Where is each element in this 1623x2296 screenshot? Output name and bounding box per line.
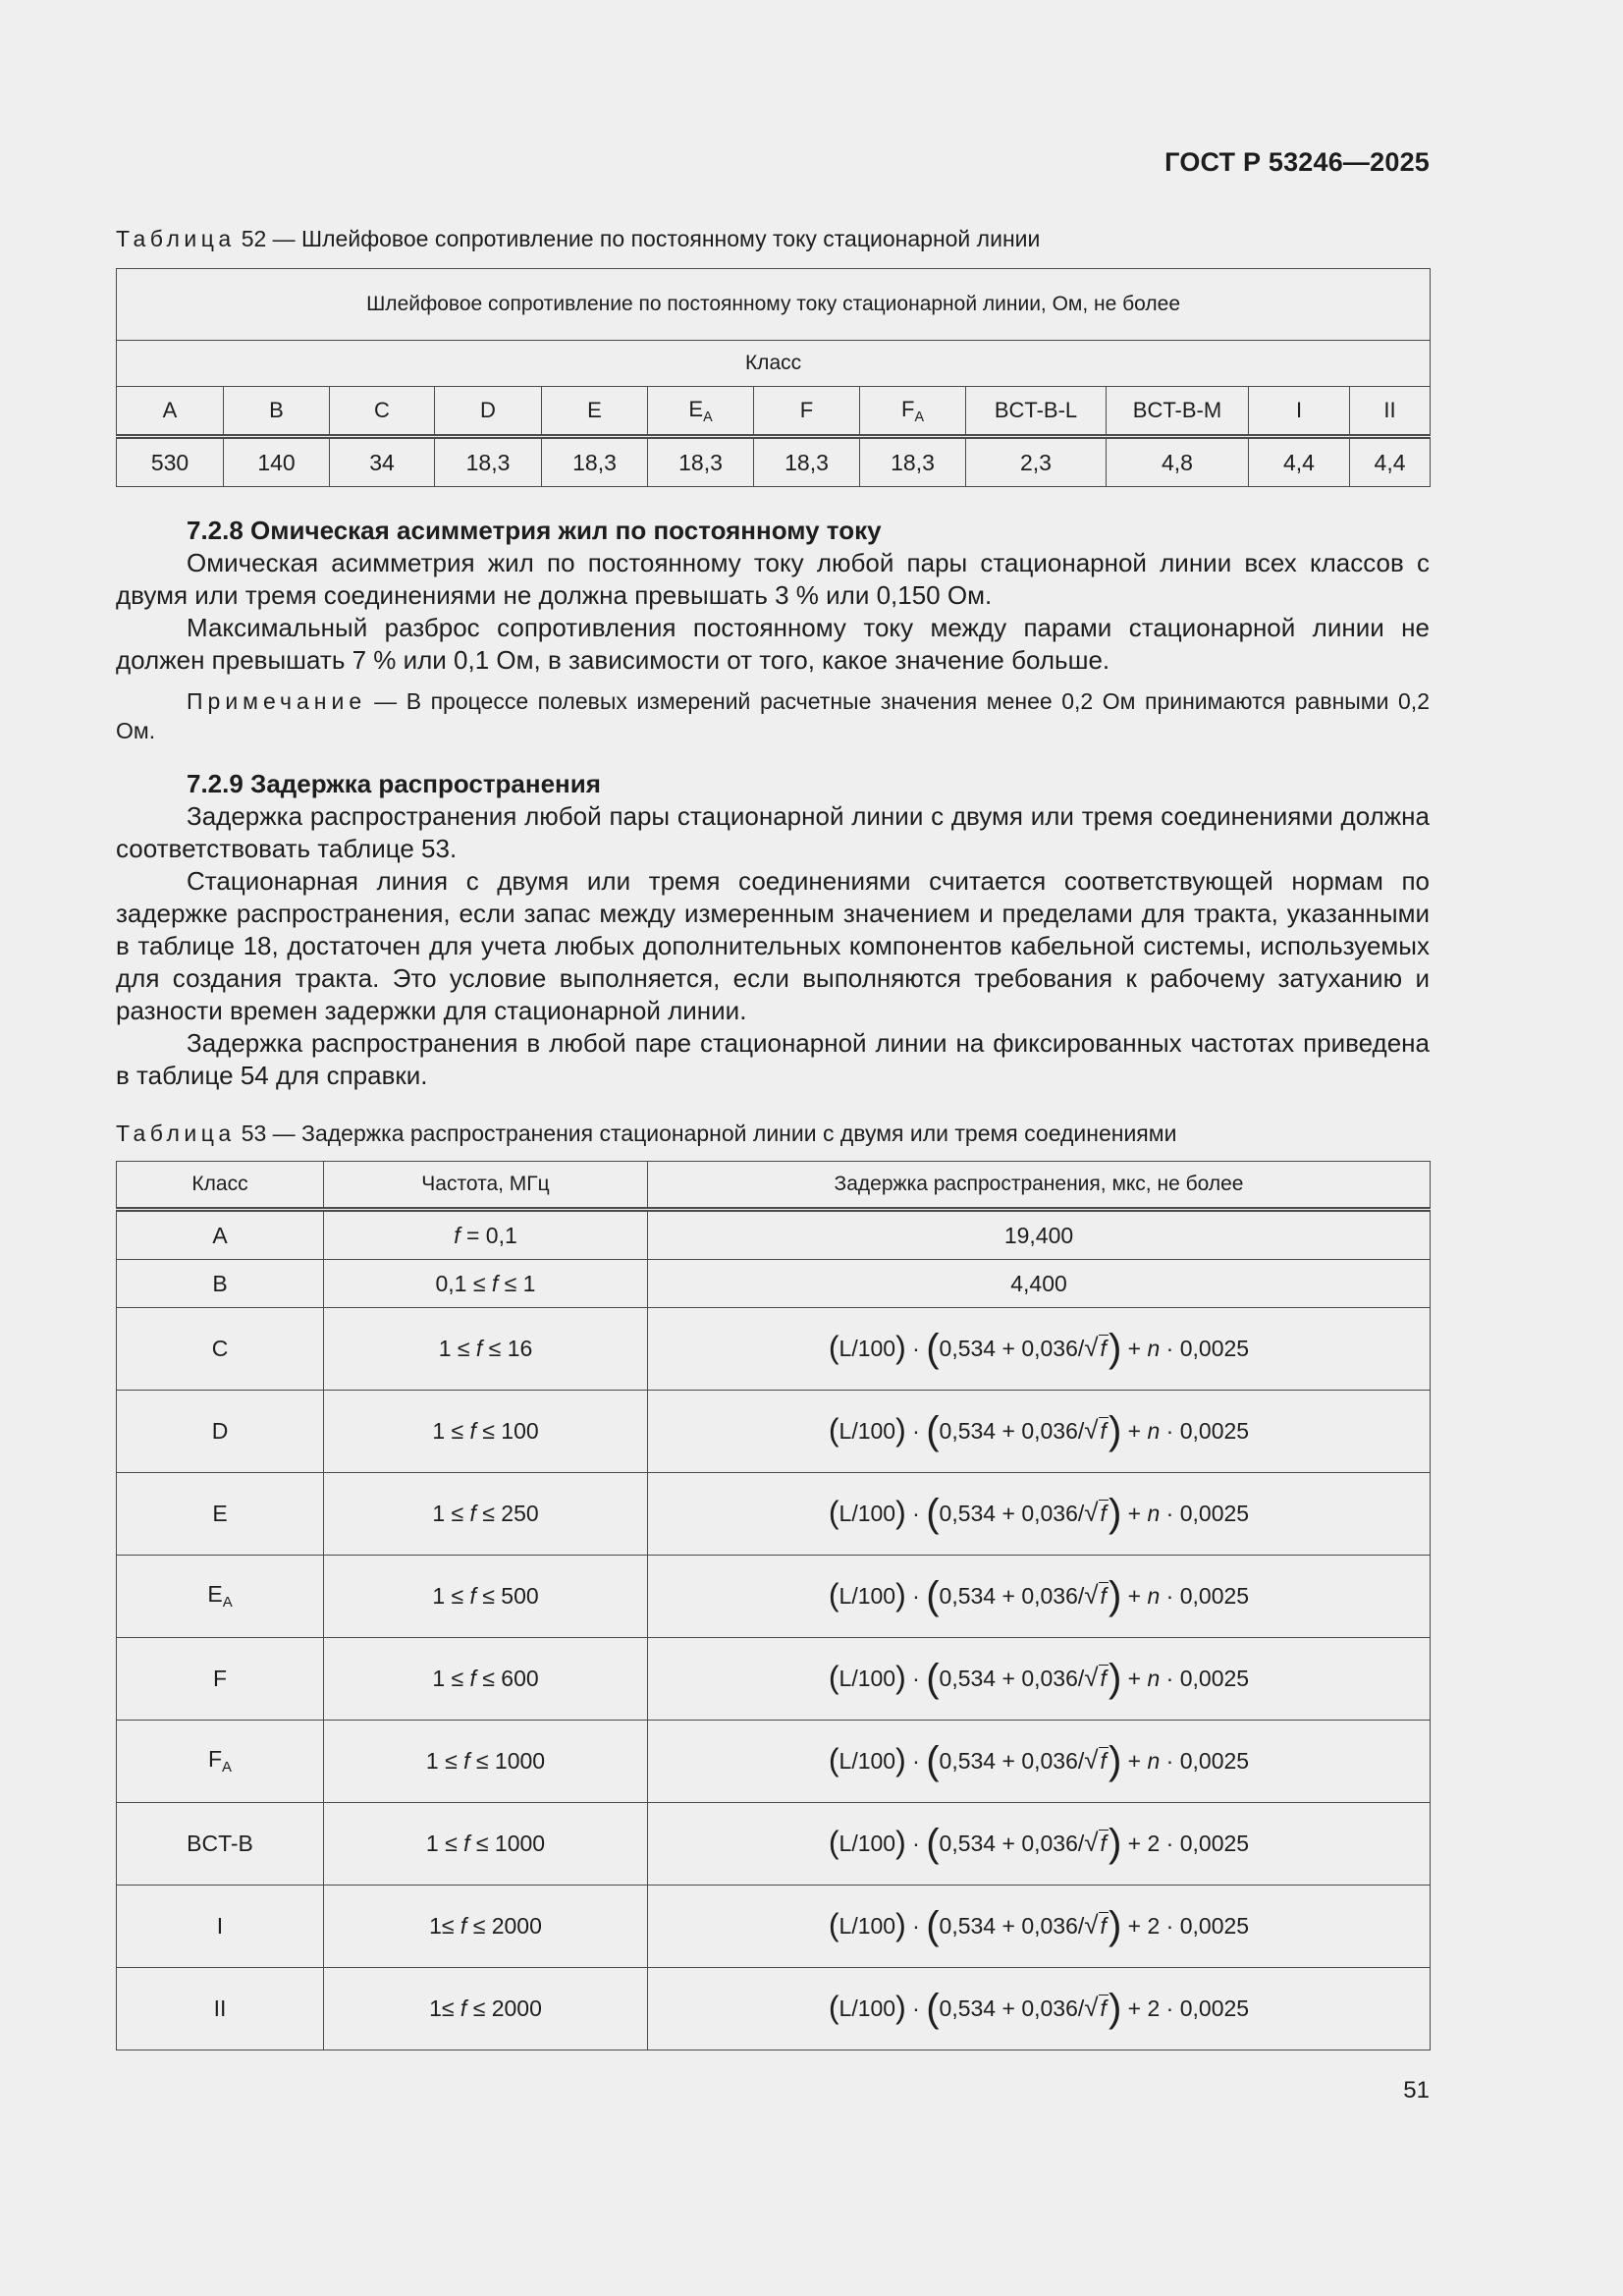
class-cell [117, 1391, 324, 1473]
delay-formula: (L/100) · (0,534 + 0,036/√f) + 2 · 0,0025 [828, 1904, 1250, 1947]
table53-body [117, 1210, 1431, 2050]
table-row [117, 1308, 1431, 1391]
class-letter: F [212, 1666, 228, 1691]
freq-pre: 1 ≤ [432, 1418, 470, 1444]
table53-caption [116, 1121, 1176, 1147]
delay-formula: (L/100) · (0,534 + 0,036/√f) + n · 0,0025 [828, 1574, 1250, 1617]
freq-var: f [469, 1666, 476, 1691]
table-row [117, 1210, 1431, 1260]
formula-tail: 0,0025 [1179, 1418, 1250, 1444]
freq-pre: 1 ≤ [438, 1336, 476, 1361]
freq-var: f [463, 1831, 470, 1856]
freq-pre: 0,1 ≤ [435, 1270, 492, 1296]
table-row [117, 1556, 1431, 1638]
formula-var: f [1100, 1831, 1107, 1856]
freq-post: = 0,1 [460, 1222, 517, 1248]
frequency-cell [324, 1968, 648, 2050]
table-row [117, 1803, 1431, 1886]
paragraph: Максимальный разброс сопротивления постоянному току между парами стационарной линии не должен превышать 7 % или 0,1 Ом, в зависимости от того, какое значение больше. [116, 613, 1430, 675]
table52-col: F [754, 387, 860, 437]
table52-value: 18,3 [435, 437, 542, 487]
note-label: Примечание [187, 688, 367, 714]
table-row [117, 1886, 1431, 1968]
table-row [117, 1721, 1431, 1803]
table-row [117, 1473, 1431, 1556]
class-letter: D [211, 1418, 229, 1444]
formula-lead: L/100 [839, 1336, 896, 1361]
table52-col: E [542, 387, 648, 437]
freq-pre: 1 ≤ [425, 1748, 464, 1774]
formula-lead: L/100 [839, 1748, 896, 1774]
formula-mid: 0,534 + 0,036/ [939, 1336, 1085, 1361]
table52-col: A [117, 387, 224, 437]
table52-caption [116, 226, 1040, 252]
formula-var: f [1100, 1501, 1107, 1526]
table-row [117, 1391, 1431, 1473]
freq-post: ≤ 600 [475, 1666, 539, 1691]
table52-value: 18,3 [754, 437, 860, 487]
formula-lead: L/100 [839, 1666, 896, 1691]
table53-header-row [117, 1162, 1431, 1210]
frequency-cell [324, 1556, 648, 1638]
formula-mid: 0,534 + 0,036/ [939, 1501, 1085, 1526]
delay-value: 19,400 [1003, 1222, 1074, 1248]
formula-mid: 0,534 + 0,036/ [939, 1831, 1085, 1856]
table52-value: 18,3 [542, 437, 648, 487]
class-letter: B [212, 1270, 228, 1296]
formula-tail: 0,0025 [1179, 1748, 1250, 1774]
freq-pre: 1≤ [429, 1913, 460, 1939]
formula-tail: 0,0025 [1179, 1336, 1250, 1361]
table53-col-delay: Задержка распространения, мкс, не более [648, 1162, 1431, 1210]
col-subscript: A [914, 409, 924, 425]
delay-cell [648, 1391, 1431, 1473]
freq-post: ≤ 500 [475, 1583, 539, 1609]
page-number: 51 [1403, 2077, 1430, 2104]
delay-formula: (L/100) · (0,534 + 0,036/√f) + n · 0,0025 [828, 1657, 1250, 1700]
freq-var: f [469, 1418, 476, 1444]
freq-var: f [463, 1748, 470, 1774]
delay-cell [648, 1473, 1431, 1556]
table52-class-label: Класс [117, 341, 1431, 387]
section-7-2-8-title: 7.2.8 Омическая асимметрия жил по постоянному току [187, 516, 882, 545]
formula-lead: L/100 [839, 1995, 896, 2021]
formula-mid: 0,534 + 0,036/ [939, 1666, 1085, 1691]
class-subscript: A [222, 1759, 233, 1777]
delay-cell [648, 1260, 1431, 1308]
freq-post: ≤ 1000 [469, 1831, 546, 1856]
class-letter: A [212, 1222, 228, 1248]
class-cell [117, 1308, 324, 1391]
formula-n: n [1147, 1418, 1161, 1444]
class-subscript: A [222, 1594, 233, 1612]
class-cell [117, 1968, 324, 2050]
delay-cell [648, 1803, 1431, 1886]
formula-tail: 0,0025 [1179, 1995, 1250, 2021]
class-cell [117, 1260, 324, 1308]
class-cell [117, 1803, 324, 1886]
frequency-cell [324, 1210, 648, 1260]
formula-lead: L/100 [839, 1501, 896, 1526]
table52-value: 4,4 [1350, 437, 1431, 487]
class-cell [117, 1210, 324, 1260]
col-letter: E [688, 396, 704, 421]
freq-post: ≤ 250 [475, 1501, 539, 1526]
table52-col [860, 387, 966, 437]
delay-cell [648, 1210, 1431, 1260]
table52-value: 140 [224, 437, 330, 487]
document-id: ГОСТ Р 53246—2025 [1164, 147, 1430, 177]
freq-pre: 1 ≤ [432, 1501, 470, 1526]
frequency-cell [324, 1473, 648, 1556]
paragraph: Стационарная линия с двумя или тремя соединениями считается соответствующей нормам по задержке распространения, если запас между измеренным значением и пределами для тракта, указанными в таблице 18, достаточен для учета любых дополнительных компонентов кабельной системы, используемых для создания тракта. Это условие выполняется, если выполняются требования к рабочему затуханию и разности времен задержки для стационарной линии. [116, 866, 1430, 1025]
formula-tail: 0,0025 [1179, 1666, 1250, 1691]
table53-caption-prefix: Таблица [116, 1121, 236, 1146]
freq-var: f [460, 1913, 467, 1939]
table52-value: 34 [330, 437, 435, 487]
col-subscript: A [703, 409, 713, 425]
freq-var: f [469, 1501, 476, 1526]
section-7-2-8 [116, 515, 1430, 745]
formula-tail: 0,0025 [1179, 1583, 1250, 1609]
formula-var: f [1100, 1583, 1107, 1609]
table52-col: II [1350, 387, 1431, 437]
table52-value: 18,3 [860, 437, 966, 487]
delay-value: 4,400 [1010, 1270, 1067, 1296]
frequency-cell [324, 1391, 648, 1473]
freq-pre: 1 ≤ [425, 1831, 464, 1856]
delay-cell [648, 1721, 1431, 1803]
table53 [116, 1161, 1431, 2050]
table52-value: 18,3 [648, 437, 754, 487]
formula-var: f [1100, 1666, 1107, 1691]
formula-lead: L/100 [839, 1418, 896, 1444]
formula-tail: 0,0025 [1179, 1913, 1250, 1939]
table52-col: BCT-B-L [966, 387, 1107, 437]
formula-var: f [1100, 1995, 1107, 2021]
delay-formula: (L/100) · (0,534 + 0,036/√f) + 2 · 0,0025 [828, 1822, 1250, 1865]
freq-post: ≤ 16 [482, 1336, 533, 1361]
class-cell [117, 1886, 324, 1968]
freq-post: ≤ 100 [475, 1418, 539, 1444]
formula-lead: L/100 [839, 1831, 896, 1856]
freq-post: ≤ 2000 [466, 1995, 542, 2021]
formula-n: n [1147, 1501, 1161, 1526]
freq-var: f [475, 1336, 483, 1361]
freq-post: ≤ 2000 [466, 1913, 542, 1939]
formula-mid: 0,534 + 0,036/ [939, 1418, 1085, 1444]
table-row [117, 1260, 1431, 1308]
class-cell [117, 1556, 324, 1638]
table52-caption-prefix: Таблица [116, 226, 236, 251]
formula-var: f [1100, 1913, 1107, 1939]
class-cell [117, 1473, 324, 1556]
frequency-cell [324, 1803, 648, 1886]
paragraph: Омическая асимметрия жил по постоянному току любой пары стационарной линии всех классов с двумя или тремя соединениями не должна превышать 3 % или 0,150 Ом. [116, 548, 1430, 610]
formula-var: f [1100, 1748, 1107, 1774]
paragraph: Задержка распространения в любой паре стационарной линии на фиксированных частотах приведена в таблице 54 для справки. [116, 1028, 1430, 1090]
formula-n: n [1147, 1583, 1161, 1609]
formula-lead: L/100 [839, 1583, 896, 1609]
formula-two: 2 [1147, 1913, 1161, 1939]
freq-var: f [469, 1583, 476, 1609]
table52-value: 530 [117, 437, 224, 487]
table52-header-row [117, 387, 1431, 437]
table52-value-row [117, 437, 1431, 487]
frequency-cell [324, 1260, 648, 1308]
formula-lead: L/100 [839, 1913, 896, 1939]
table52-col: D [435, 387, 542, 437]
formula-two: 2 [1147, 1995, 1161, 2021]
delay-cell [648, 1556, 1431, 1638]
delay-cell [648, 1968, 1431, 2050]
delay-formula: (L/100) · (0,534 + 0,036/√f) + n · 0,0025 [828, 1409, 1250, 1452]
delay-formula: (L/100) · (0,534 + 0,036/√f) + 2 · 0,0025 [828, 1987, 1250, 2030]
class-letter: C [211, 1336, 229, 1361]
freq-var: f [491, 1270, 499, 1296]
freq-var: f [454, 1222, 460, 1248]
table-row [117, 1638, 1431, 1721]
table52-col: I [1249, 387, 1350, 437]
formula-mid: 0,534 + 0,036/ [939, 1913, 1085, 1939]
table-row [117, 1968, 1431, 2050]
table52-title: Шлейфовое сопротивление по постоянному току стационарной линии, Ом, не более [117, 269, 1431, 341]
formula-two: 2 [1147, 1831, 1161, 1856]
table52 [116, 268, 1431, 487]
table52-col: C [330, 387, 435, 437]
frequency-cell [324, 1886, 648, 1968]
table52-col [648, 387, 754, 437]
table53-caption-text: 53 — Задержка распространения стационарной линии с двумя или тремя соединениями [241, 1121, 1177, 1146]
formula-tail: 0,0025 [1179, 1501, 1250, 1526]
section-7-2-9-title: 7.2.9 Задержка распространения [187, 769, 601, 798]
table53-col-class: Класс [117, 1162, 324, 1210]
freq-var: f [460, 1995, 467, 2021]
table52-value: 4,4 [1249, 437, 1350, 487]
frequency-cell [324, 1638, 648, 1721]
formula-mid: 0,534 + 0,036/ [939, 1583, 1085, 1609]
formula-var: f [1100, 1418, 1107, 1444]
class-letter: BCT-B [187, 1831, 253, 1856]
freq-post: ≤ 1 [498, 1270, 536, 1296]
table52-col: BCT-B-M [1107, 387, 1249, 437]
class-letter: E [207, 1581, 223, 1608]
freq-pre: 1 ≤ [432, 1583, 470, 1609]
freq-pre: 1 ≤ [432, 1666, 470, 1691]
frequency-cell [324, 1721, 648, 1803]
freq-pre: 1≤ [429, 1995, 460, 2021]
class-letter: II [213, 1995, 227, 2021]
delay-formula: (L/100) · (0,534 + 0,036/√f) + n · 0,0025 [828, 1492, 1250, 1535]
delay-cell [648, 1638, 1431, 1721]
delay-cell [648, 1308, 1431, 1391]
formula-var: f [1100, 1336, 1107, 1361]
delay-cell [648, 1886, 1431, 1968]
frequency-cell [324, 1308, 648, 1391]
formula-n: n [1147, 1748, 1161, 1774]
table53-col-freq: Частота, МГц [324, 1162, 648, 1210]
table52-col: B [224, 387, 330, 437]
table52-value: 2,3 [966, 437, 1107, 487]
class-letter: F [207, 1746, 223, 1773]
delay-formula: (L/100) · (0,534 + 0,036/√f) + n · 0,0025 [828, 1739, 1250, 1782]
formula-n: n [1147, 1666, 1161, 1691]
note-text: — В процессе полевых измерений расчетные значения менее 0,2 Ом принимаются равными 0,2 Ом. [116, 688, 1430, 743]
table52-value: 4,8 [1107, 437, 1249, 487]
class-cell [117, 1638, 324, 1721]
section-7-2-9 [116, 768, 1430, 1092]
note [116, 686, 1430, 745]
class-letter: E [212, 1501, 228, 1526]
formula-tail: 0,0025 [1179, 1831, 1250, 1856]
formula-mid: 0,534 + 0,036/ [939, 1995, 1085, 2021]
paragraph: Задержка распространения любой пары стационарной линии с двумя или тремя соединениями должна соответствовать таблице 53. [116, 801, 1430, 863]
table52-caption-text: 52 — Шлейфовое сопротивление по постоянному току стационарной линии [241, 226, 1041, 251]
formula-n: n [1147, 1336, 1161, 1361]
class-cell [117, 1721, 324, 1803]
freq-post: ≤ 1000 [469, 1748, 546, 1774]
class-letter: I [216, 1913, 224, 1939]
formula-mid: 0,534 + 0,036/ [939, 1748, 1085, 1774]
col-letter: F [901, 396, 915, 421]
delay-formula: (L/100) · (0,534 + 0,036/√f) + n · 0,0025 [828, 1327, 1250, 1370]
